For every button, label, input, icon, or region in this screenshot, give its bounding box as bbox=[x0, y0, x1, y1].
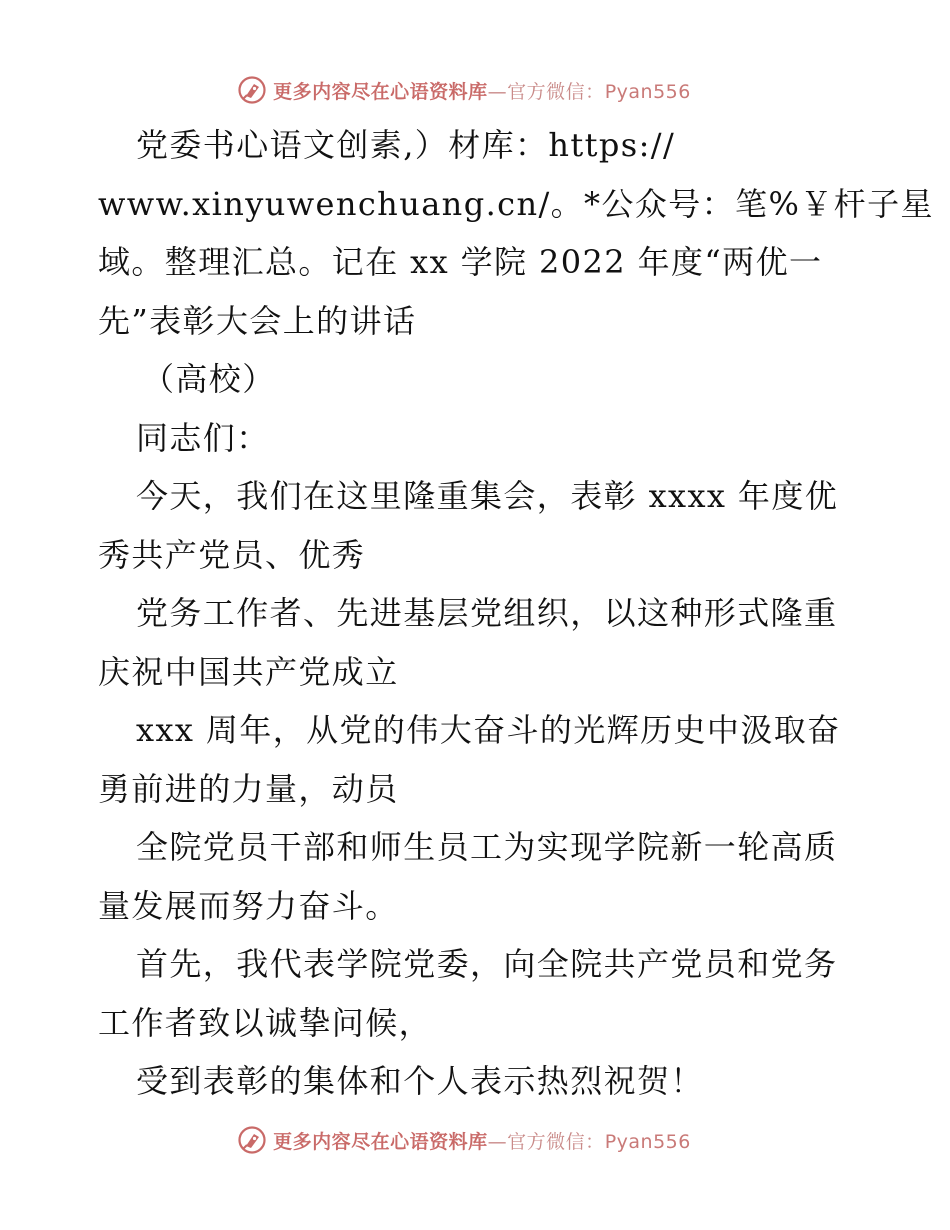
text-line: 先”表彰大会上的讲话 bbox=[98, 301, 417, 340]
text-line: 勇前进的力量，动员 bbox=[98, 769, 399, 808]
text-line: 工作者致以诚挚问候， bbox=[98, 1003, 433, 1042]
text-line: xxx 周年，从党的伟大奋斗的光辉历史中汲取奋 bbox=[136, 711, 841, 749]
text-line: 量发展而努力奋斗。 bbox=[98, 886, 399, 925]
text-line: （高校） bbox=[142, 360, 276, 398]
footer-banner bbox=[0, 1120, 950, 1160]
banner-text bbox=[273, 77, 691, 104]
text-line: 域。整理汇总。记在 xx 学院 2022 年度“两优一 bbox=[98, 243, 823, 281]
text-line: 党委书心语文创素,）材库：https:// bbox=[136, 126, 676, 164]
banner-wechat-id: Pyan556 bbox=[604, 1130, 691, 1153]
text-line: 受到表彰的集体和个人表示热烈祝贺！ bbox=[136, 1062, 704, 1100]
banner-separator: — bbox=[487, 1130, 508, 1153]
pen-nib-logo-icon bbox=[237, 1125, 267, 1155]
document-body bbox=[98, 116, 934, 1111]
banner-separator: — bbox=[487, 80, 508, 103]
banner-official-label: 官方微信： bbox=[507, 1130, 605, 1153]
header-banner bbox=[0, 70, 950, 110]
text-line: www.xinyuwenchuang.cn/。*公众号：笔%￥杆子星 bbox=[98, 184, 934, 223]
text-line: 全院党员干部和师生员工为实现学院新一轮高质 bbox=[136, 828, 838, 866]
text-line: 秀共产党员、优秀 bbox=[98, 535, 366, 574]
text-line: 庆祝中国共产党成立 bbox=[98, 652, 399, 691]
banner-text bbox=[273, 1127, 691, 1154]
text-line: 首先，我代表学院党委，向全院共产党员和党务 bbox=[136, 945, 838, 983]
banner-wechat-id: Pyan556 bbox=[604, 80, 691, 103]
text-line: 党务工作者、先进基层党组织，以这种形式隆重 bbox=[136, 594, 838, 632]
banner-brand: 更多内容尽在心语资料库 bbox=[273, 1130, 488, 1153]
text-line: 今天，我们在这里隆重集会，表彰 xxxx 年度优 bbox=[136, 477, 839, 515]
banner-official-label: 官方微信： bbox=[507, 80, 605, 103]
text-line: 同志们： bbox=[136, 418, 270, 457]
pen-nib-logo-icon bbox=[237, 75, 267, 105]
banner-brand: 更多内容尽在心语资料库 bbox=[273, 80, 488, 103]
